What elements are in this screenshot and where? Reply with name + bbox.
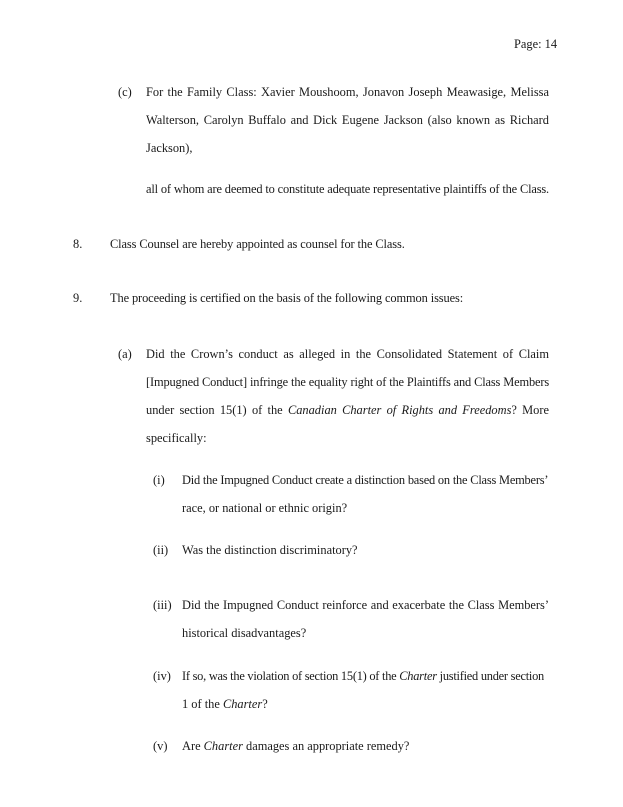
text-segment: under section 15(1) of the	[146, 403, 288, 417]
sub-item-marker: (iv)	[153, 669, 171, 683]
sub-item-marker: (iii)	[153, 598, 172, 612]
charter-italic: Charter	[399, 669, 437, 683]
item-text-line: Walterson, Carolyn Buffalo and Dick Eugene Jackson (also known as Richard	[146, 113, 549, 127]
sub-item-text-line: race, or national or ethnic origin?	[182, 501, 348, 515]
paragraph-text: The proceeding is certified on the basis of the following common issues:	[110, 291, 464, 305]
text-segment: ? More	[511, 403, 549, 417]
item-text-line: Did the Crown’s conduct as alleged in the Consolidated Statement of Claim	[146, 347, 549, 361]
page-number: Page: 14	[514, 37, 558, 51]
sub-item-marker: (v)	[153, 739, 168, 753]
sub-item-text-line	[182, 697, 268, 711]
sub-item-text-line	[182, 739, 409, 753]
item-text-line: [Impugned Conduct] infringe the equality right of the Plaintiffs and Class Members	[146, 375, 549, 389]
text-segment: 1 of the	[182, 697, 223, 711]
text-segment: Are	[182, 739, 204, 753]
sub-item-text-line: Was the distinction discriminatory?	[182, 543, 358, 557]
item-text-line	[146, 403, 549, 417]
charter-title-italic: Canadian Charter of Rights and Freedoms	[287, 403, 512, 417]
text-segment: damages an appropriate remedy?	[242, 739, 410, 753]
item-trailer-text: all of whom are deemed to constitute adequate representative plaintiffs of the Class.	[146, 182, 550, 196]
sub-item-text-line: Did the Impugned Conduct create a distinction based on the Class Members’	[182, 473, 549, 487]
text-segment: justified under section	[436, 669, 544, 683]
paragraph-text: Class Counsel are hereby appointed as counsel for the Class.	[110, 237, 405, 251]
sub-item-marker: (i)	[153, 473, 165, 487]
charter-italic: Charter	[203, 739, 243, 753]
charter-italic: Charter	[222, 697, 263, 711]
item-marker: (a)	[118, 347, 132, 361]
text-segment: If so, was the violation of section 15(1) of the	[182, 669, 400, 683]
sub-item-marker: (ii)	[153, 543, 169, 557]
paragraph-number: 9.	[73, 291, 83, 305]
item-marker: (c)	[118, 85, 132, 99]
sub-item-text-line	[182, 669, 544, 683]
item-text-line: For the Family Class: Xavier Moushoom, Jonavon Joseph Meawasige, Melissa	[146, 85, 549, 99]
sub-item-text-line: Did the Impugned Conduct reinforce and exacerbate the Class Members’	[182, 598, 549, 612]
sub-item-text-line: historical disadvantages?	[182, 626, 307, 640]
item-text-line: specifically:	[146, 431, 207, 445]
item-text-line: Jackson),	[146, 141, 193, 155]
text-segment: ?	[262, 697, 268, 711]
paragraph-number: 8.	[73, 237, 83, 251]
